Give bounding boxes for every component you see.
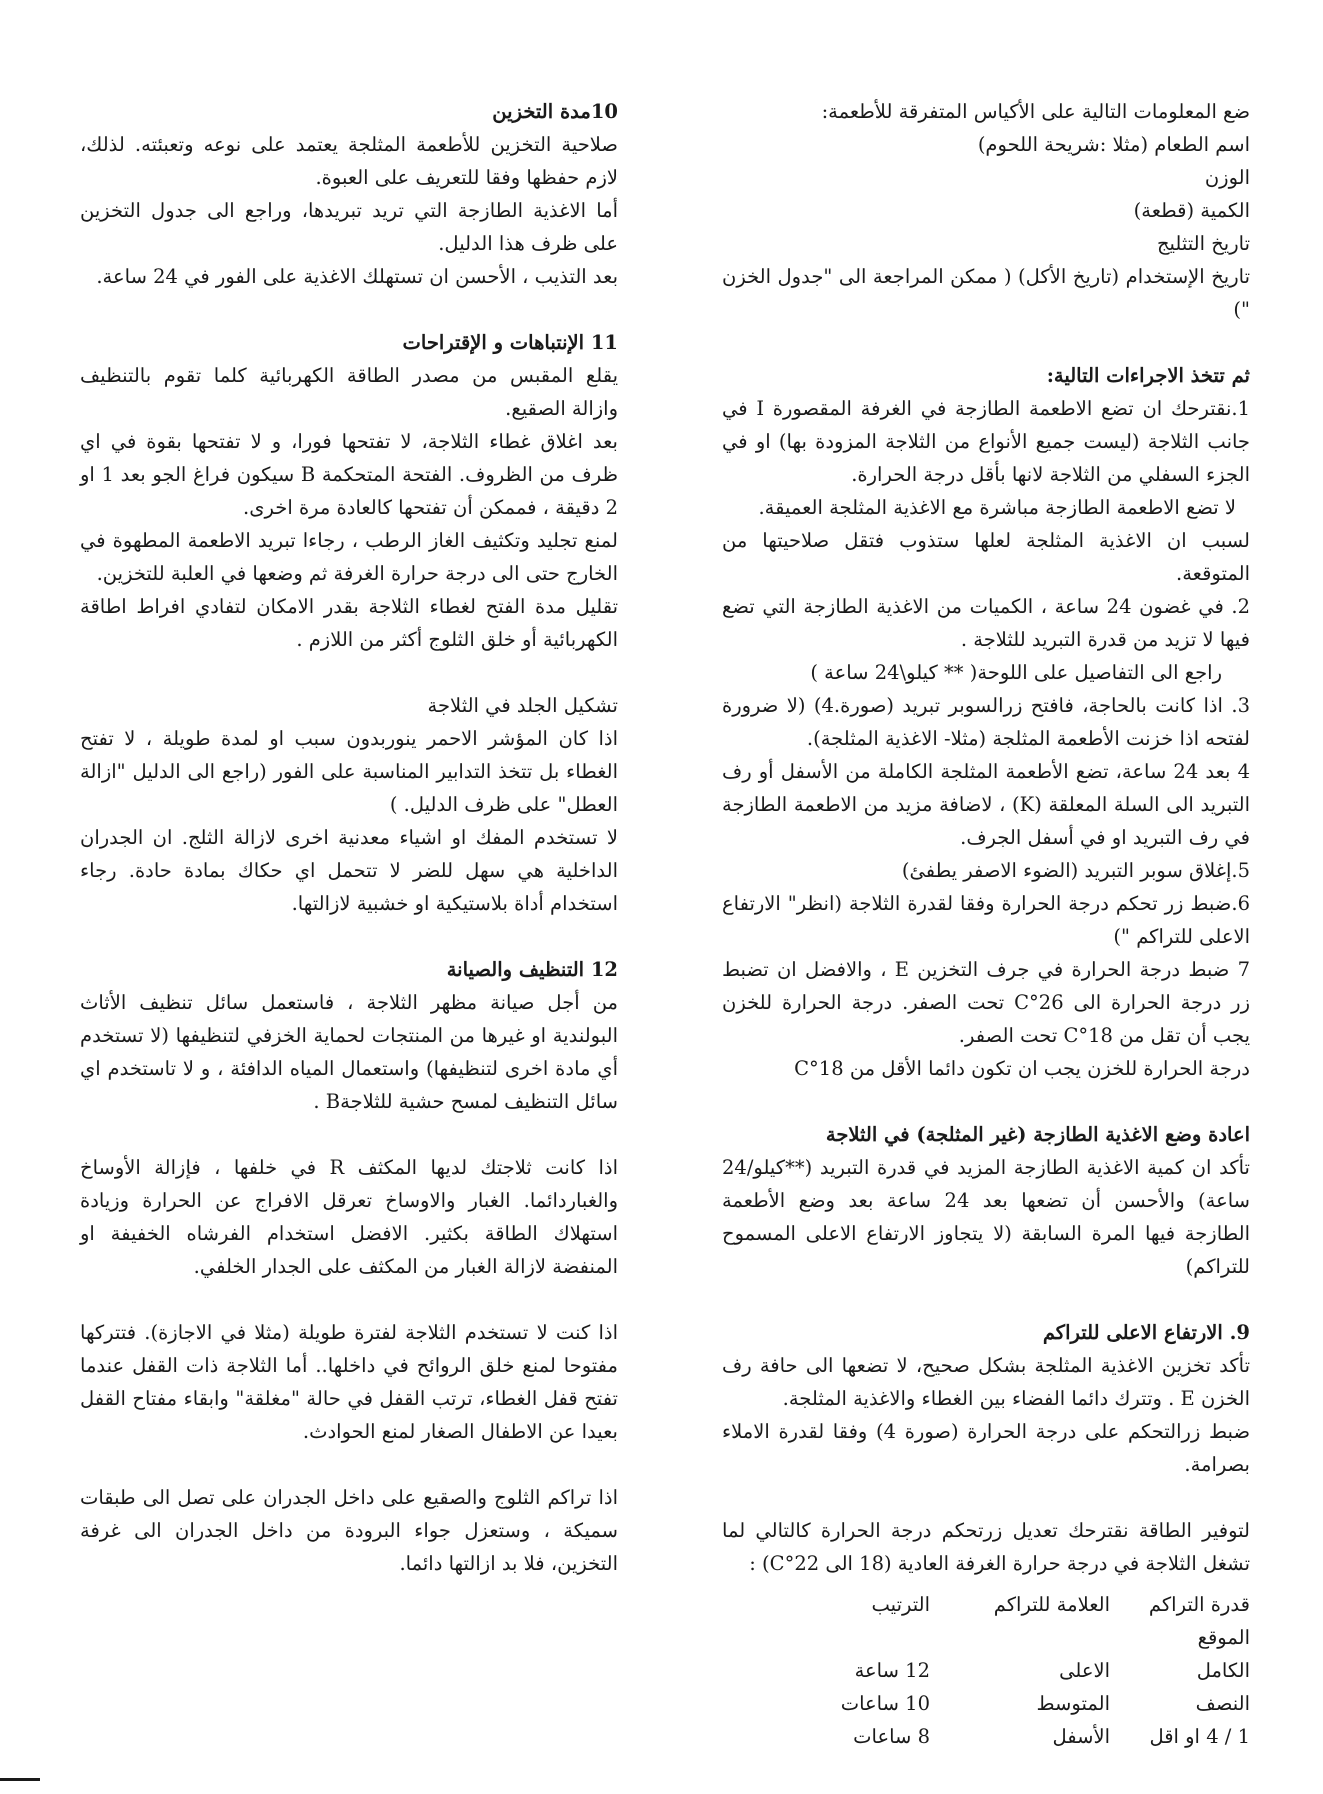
table-cell: المتوسط (1036, 1692, 1110, 1715)
procedure-step: درجة الحرارة للخزن يجب ان تكون دائما الأقل من 18°C (794, 1057, 1250, 1080)
left-column (80, 95, 618, 1580)
clean-text: من أجل صيانة مظهر الثلاجة ، فاستعمل سائل تنظيف الأثاث البولندية او غيرها من المنتجات لحماية الخزفي لتنظيفها (لا تستخدم أي مادة اخرى لتنظيفها) واستعمال المياه الدافئة ، و لا تاستخدم اي سائل التنظيف لمسح حشية للثلاجةB . (80, 991, 618, 1113)
table-header: قدرة التراكم الموقع (1148, 1593, 1250, 1649)
procedure-step: 3. اذا كانت بالحاجة، فافتح زرالسوبر تبريد (صورة.4) (لا ضرورة لفتحه اذا خزنت الأطعمة المثلجة (مثلا- الاغذية المثلجة). (722, 694, 1250, 750)
clean-text: اذا تراكم الثلوج والصقيع على داخل الجدران على تصل الى طبقات سميكة ، وستعزل جواء البرودة من داخل الجدران الى غرفة التخزين، فلا بد ازالتها دائما. (80, 1486, 618, 1575)
storage-text: أما الاغذية الطازجة التي تريد تبريدها، وراجع الى جدول التخزين على ظرف هذا الدليل. (80, 199, 618, 255)
table-cell: الكامل (1196, 1659, 1250, 1682)
procedures-heading: ثم تتخذ الاجراءات التالية: (1046, 364, 1250, 387)
table-cell: 1 / 4 او اقل (1149, 1725, 1250, 1748)
procedure-step: لسبب ان الاغذية المثلجة لعلها ستذوب فتقل صلاحيتها من المتوقعة. (722, 529, 1250, 585)
procedure-step: 1.نقترحك ان تضع الاطعمة الطازجة في الغرفة المقصورة I في جانب الثلاجة (ليست جميع الأنواع من الثلاجة المزودة بها) او في الجزء السفلي من الثلاجة لانها بأقل درجة الحرارة. (722, 397, 1250, 486)
clean-text: اذا كنت لا تستخدم الثلاجة لفترة طويلة (مثلا في الاجازة). فتتركها مفتوحا لمنع خلق الروائح في داخلها.. أما الثلاجة ذات القفل عندما تفتح قفل الغطاء، ترتب القفل في حالة "مغلقة" وابقاء مفتاح القفل بعيدا عن الاطفال الصغار لمنع الحوادث. (80, 1321, 618, 1443)
procedure-step: راجع الى التفاصيل على اللوحة( ** كيلو\24 ساعة ) (810, 661, 1222, 684)
storage-table (790, 1588, 1250, 1753)
tips-text: تقليل مدة الفتح لغطاء الثلاجة بقدر الامكان لتفادي افراط اطاقة الكهربائية أو خلق الثلوج أكثر من اللازم . (80, 595, 618, 651)
table-cell: 10 ساعات (840, 1692, 930, 1715)
ice-text: لا تستخدم المفك او اشياء معدنية اخرى لازالة الثلج. ان الجدران الداخلية هي سهل للضر لا تتحمل اي حكاك بمادة حادة. رجاء استخدام أداة بلاستيكية او خشبية لازالتها. (80, 826, 618, 915)
table-cell: 12 ساعة (854, 1659, 930, 1682)
table-cell: الاعلى (1059, 1659, 1110, 1682)
table-row (790, 1720, 1250, 1753)
tips-text: بعد اغلاق غطاء الثلاجة، لا تفتحها فورا، و لا تفتحها بقوة في اي ظرف من الظروف. الفتحة المتحكمة B سيكون فراغ الجو بعد 1 او 2 دقيقة ، فممكن أن تفتحها كالعادة مرة اخرى. (80, 430, 618, 519)
tips-heading: 11 الإنتباهات و الإقتراحات (402, 331, 618, 354)
stack-heading: 9. الارتفاع الاعلى للتراكم (1042, 1321, 1250, 1344)
table-header: الترتيب (871, 1593, 930, 1616)
table-row (790, 1654, 1250, 1687)
table-cell: 8 ساعات (853, 1725, 930, 1748)
procedure-step: لا تضع الاطعمة الطازجة مباشرة مع الاغذية المثلجة العميقة. (758, 496, 1236, 519)
stack-text: تأكد تخزين الاغذية المثلجة بشكل صحيح، لا تضعها الى حافة رف الخزن E . وتترك دائما الفضاء بين الغطاء والاغذية المثلجة. (722, 1354, 1250, 1410)
label-item: الوزن (1204, 166, 1250, 189)
right-column (722, 95, 1250, 1753)
refreeze-text: تأكد ان كمية الاغذية الطازجة المزيد في قدرة التبريد (**كيلو/24 ساعة) والأحسن أن تضعها بعد 24 ساعة بعد وضع الأطعمة الطازجة فيها المرة السابقة (لا يتجاوز الارتفاع الاعلى المسموح للتراكم) (722, 1156, 1250, 1278)
label-item: اسم الطعام (مثلا :شريحة اللحوم) (977, 133, 1250, 156)
table-cell: النصف (1195, 1692, 1250, 1715)
procedure-step: 2. في غضون 24 ساعة ، الكميات من الاغذية الطازجة التي تضع فيها لا تزيد من قدرة التبريد للثلاجة . (722, 595, 1250, 651)
table-header: العلامة للتراكم (993, 1593, 1110, 1616)
table-row (790, 1687, 1250, 1720)
tips-text: لمنع تجليد وتكثيف الغاز الرطب ، رجاءا تبريد الاطعمة المطهوة في الخارج حتى الى درجة حرارة الغرفة ثم وضعها في العلبة للتخزين. (80, 529, 618, 585)
table-cell: الأسفل (1052, 1725, 1110, 1748)
clean-text: اذا كانت ثلاجتك لديها المكثف R في خلفها ، فإزالة الأوساخ والغباردائما. الغبار والاوساخ تعرقل الافراج عن الحرارة وزيادة استهلاك الطاقة بكثير. الافضل استخدام الفرشاه الخفيفة او المنفضة لازالة الغبار من المكثف على الجدار الخلفي. (80, 1156, 618, 1278)
clean-heading: 12 التنظيف والصيانة (446, 958, 618, 981)
table-header-row (790, 1588, 1250, 1654)
stack-text: ضبط زرالتحكم على درجة الحرارة (صورة 4) وفقا لقدرة الاملاء بصرامة. (722, 1420, 1250, 1476)
label-item: الكمية (قطعة) (1133, 199, 1250, 222)
ice-text: اذا كان المؤشر الاحمر ينوربدون سبب او لمدة طويلة ، لا تفتح الغطاء بل تتخذ التدابير المناسبة على الفور (راجع الى الدليل "ازالة العطل" على ظرف الدليل. ) (80, 727, 618, 816)
ice-heading: تشكيل الجلد في الثلاجة (427, 694, 618, 717)
label-item: تاريخ التثليج (1156, 232, 1250, 255)
refreeze-heading: اعادة وضع الاغذية الطازجة (غير المثلجة) في الثلاجة (825, 1123, 1250, 1146)
procedure-step: 6.ضبط زر تحكم درجة الحرارة وفقا لقدرة الثلاجة (انظر" الارتفاع الاعلى للتراكم ") (722, 892, 1250, 948)
tips-text: يقلع المقبس من مصدر الطاقة الكهربائية كلما تقوم بالتنظيف وازالة الصقيع. (80, 364, 618, 420)
storage-text: بعد التذيب ، الأحسن ان تستهلك الاغذية على الفور في 24 ساعة. (96, 265, 618, 288)
page-corner-mark (0, 1778, 40, 1781)
label-intro: ضع المعلومات التالية على الأكياس المتفرقة للأطعمة: (821, 100, 1250, 123)
storage-text: صلاحية التخزين للأطعمة المثلجة يعتمد على نوعه وتعبئته. لذلك، لازم حفظها وفقا للتعريف على العبوة. (80, 133, 618, 189)
procedure-step: 4 بعد 24 ساعة، تضع الأطعمة المثلجة الكاملة من الأسفل أو رف التبريد الى السلة المعلقة (K) ، لاضافة مزيد من الاطعمة الطازجة في رف التبريد او في أسفل الجرف. (722, 760, 1251, 849)
procedure-step: 5.إغلاق سوبر التبريد (الضوء الاصفر يطفئ) (901, 859, 1250, 882)
procedure-step: 7 ضبط درجة الحرارة في جرف التخزين E ، والافضل ان تضبط زر درجة الحرارة الى 26°C تحت الصفر. درجة الحرارة للخزن يجب أن تقل من 18°C تحت الصفر. (722, 958, 1251, 1047)
storage-heading: 10مدة التخزين (492, 100, 618, 123)
label-item: تاريخ الإستخدام (تاريخ الأكل) ( ممكن المراجعة الى "جدول الخزن ") (722, 265, 1250, 321)
energy-text: لتوفير الطاقة نقترحك تعديل زرتحكم درجة الحرارة كالتالي لما تشغل الثلاجة في درجة حرارة الغرفة العادية (18 الى 22°C) : (722, 1519, 1250, 1575)
